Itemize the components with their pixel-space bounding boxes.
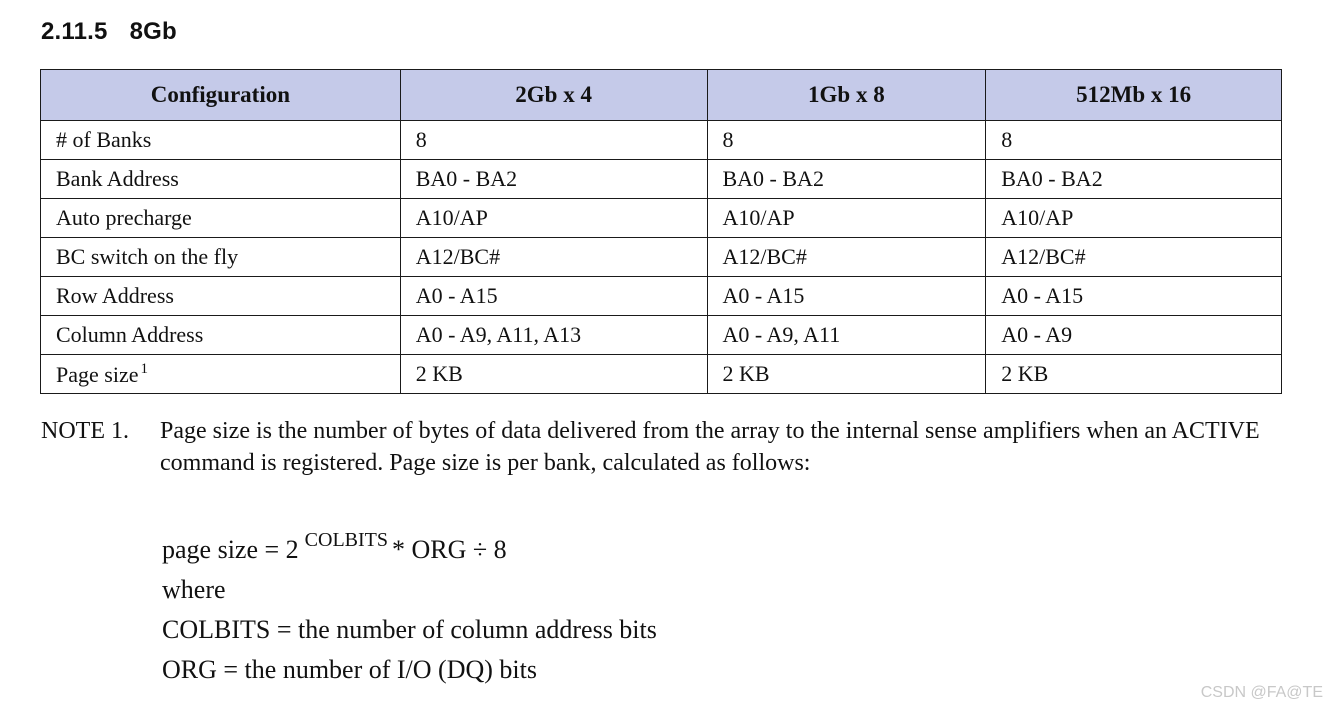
page-size-label: Page size <box>56 361 139 387</box>
table-cell: A0 - A9, A11 <box>707 316 986 355</box>
header-1gb-x8: 1Gb x 8 <box>707 70 986 121</box>
row-label: Column Address <box>41 316 401 355</box>
table-cell: A0 - A15 <box>986 277 1282 316</box>
table-cell: A10/AP <box>707 199 986 238</box>
note-text: Page size is the number of bytes of data delivered from the array to the internal sense amplifiers when an ACTIVE command is registered. Page size is per bank, calculated as follows: <box>160 418 1260 476</box>
note-label: NOTE 1. <box>41 418 129 444</box>
table-cell: BA0 - BA2 <box>707 160 986 199</box>
row-label: Auto precharge <box>41 199 401 238</box>
table-cell: 8 <box>707 121 986 160</box>
table-row <box>41 277 1282 316</box>
table-row <box>41 199 1282 238</box>
table-cell: A0 - A15 <box>400 277 707 316</box>
watermark: CSDN @FA@TE <box>1200 684 1323 701</box>
table-row <box>41 160 1282 199</box>
row-label: # of Banks <box>41 121 401 160</box>
table-row <box>41 121 1282 160</box>
table-header-row <box>41 70 1282 121</box>
header-configuration: Configuration <box>41 70 401 121</box>
configuration-table <box>40 69 1282 394</box>
table-cell: A12/BC# <box>986 238 1282 277</box>
formula-rhs: * ORG ÷ 8 <box>392 535 507 564</box>
header-2gb-x4: 2Gb x 4 <box>400 70 707 121</box>
formula-exponent: COLBITS <box>304 529 389 551</box>
table-cell: 8 <box>986 121 1282 160</box>
table-cell: 2 KB <box>707 355 986 394</box>
table-cell: A10/AP <box>400 199 707 238</box>
table-cell: A10/AP <box>986 199 1282 238</box>
footnote-marker: 1 <box>140 360 148 377</box>
table-cell: A12/BC# <box>400 238 707 277</box>
row-label: Bank Address <box>41 160 401 199</box>
table-row <box>41 355 1282 394</box>
table-row <box>41 238 1282 277</box>
formula-line <box>162 520 657 570</box>
table-cell: BA0 - BA2 <box>400 160 707 199</box>
table-cell: A0 - A9, A11, A13 <box>400 316 707 355</box>
table-row <box>41 316 1282 355</box>
section-heading <box>41 18 177 46</box>
row-label-page-size <box>41 355 401 394</box>
formula-lhs: page size = 2 <box>162 535 299 564</box>
table-cell: A0 - A9 <box>986 316 1282 355</box>
formula-where: where <box>162 575 226 604</box>
footnote <box>41 415 1291 479</box>
section-number: 2.11.5 <box>41 18 108 45</box>
table-cell: 8 <box>400 121 707 160</box>
page-size-formula <box>162 520 657 690</box>
row-label: Row Address <box>41 277 401 316</box>
header-512mb-x16: 512Mb x 16 <box>986 70 1282 121</box>
table-cell: 2 KB <box>986 355 1282 394</box>
table-cell: A12/BC# <box>707 238 986 277</box>
table-cell: BA0 - BA2 <box>986 160 1282 199</box>
section-title: 8Gb <box>129 18 177 45</box>
colbits-definition: COLBITS = the number of column address bits <box>162 615 657 644</box>
org-definition: ORG = the number of I/O (DQ) bits <box>162 655 537 684</box>
row-label: BC switch on the fly <box>41 238 401 277</box>
table-cell: A0 - A15 <box>707 277 986 316</box>
table-cell: 2 KB <box>400 355 707 394</box>
